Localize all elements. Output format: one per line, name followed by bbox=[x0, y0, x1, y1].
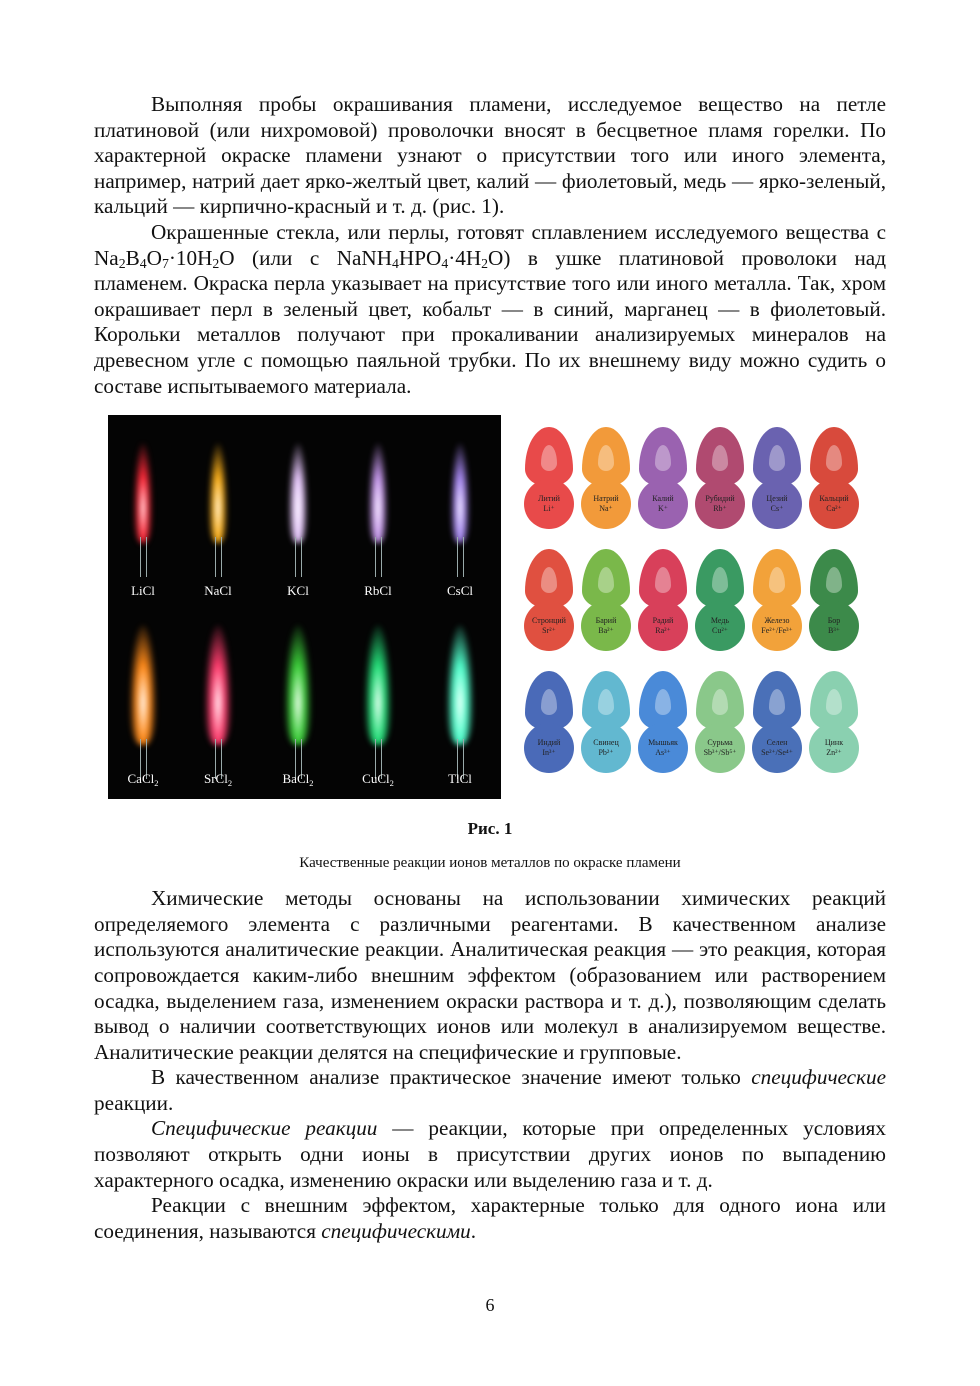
element-name: Мышьяк bbox=[648, 738, 678, 748]
figure-caption-title: Рис. 1 bbox=[467, 819, 513, 839]
flame-label: CsCl bbox=[446, 583, 473, 599]
element-name: Селен bbox=[766, 738, 788, 748]
element-name: Стронций bbox=[532, 616, 566, 626]
flame-icon bbox=[638, 549, 688, 661]
burner-tube bbox=[295, 537, 302, 577]
burner-tube bbox=[215, 537, 222, 577]
element-ion: In³⁺ bbox=[542, 748, 556, 758]
flame-label: CuCl$_2$ bbox=[362, 771, 394, 789]
element-circle bbox=[809, 479, 859, 529]
burner-tube bbox=[140, 537, 147, 577]
paragraph-specific-definition: Специфические реакции — реакции, которые при определенных условиях позволяют открыть одни ионы в присутствии других ионов по выпадению характерного осадка, изменению окраски или выделению газа и т. д. bbox=[94, 1116, 886, 1192]
flame-label: BaCl$_2$ bbox=[282, 771, 314, 789]
flame bbox=[205, 625, 231, 745]
element-ion: Cs⁺ bbox=[770, 504, 784, 514]
flame-icon bbox=[638, 427, 688, 539]
element-name: Медь bbox=[710, 616, 730, 626]
flame-shape-icon bbox=[753, 549, 801, 609]
flame-shape-icon bbox=[582, 549, 630, 609]
element-ion: Na⁺ bbox=[599, 504, 613, 514]
paragraph-flame-test: Выполняя пробы окрашивания пламени, исследуемое вещество на петле платиновой (или нихромовой) проволочки вносят в бесцветное пламя горелки. По характерной окраске пламени узнают о присутствии того или иного элемента, например, натрий дает ярко-желтый цвет, калий — фиолетовый, медь — ярко-зеленый, кальций — кирпично-красный и т. д. (рис. 1). bbox=[94, 92, 886, 219]
flame-shape-icon bbox=[810, 427, 858, 487]
element-name: Цезий bbox=[766, 494, 788, 504]
flame-inner-icon bbox=[598, 689, 614, 715]
flame-shape-icon bbox=[639, 549, 687, 609]
flame-icon bbox=[695, 427, 745, 539]
flame-icon bbox=[752, 427, 802, 539]
flame-shape-icon bbox=[810, 549, 858, 609]
element-ion: Fe²⁺/Fe³⁺ bbox=[761, 626, 793, 636]
flame bbox=[209, 443, 227, 543]
element-name: Свинец bbox=[593, 738, 619, 748]
element-ion: K⁺ bbox=[658, 504, 668, 514]
figure-flame-colors bbox=[94, 415, 886, 807]
paragraph-pearls: Окрашенные стекла, или перлы, готовят сплавлением исследуемого вещества с $Na_2B_4O_7\cdot 10H_2O$ (или с $NaNH_4HPO_4\cdot 4H_2O$) в ушке платиновой проволоки над пламенем. Окраска перла указывает на присутствие того или иного металла. Так, хром окрашивает перл в зеленый цвет, кобальт — в синий, марганец — в фиолетовый. Корольки металлов получают при прокаливании анализируемых минералов на древесном угле с помощью паяльной трубки. По их внешнему виду можно судить о составе испытываемого материала. bbox=[94, 219, 886, 398]
flame bbox=[289, 443, 307, 543]
flame-icon bbox=[581, 671, 631, 783]
element-ion: B³⁺ bbox=[828, 626, 840, 636]
flame-label: RbCl bbox=[364, 583, 392, 599]
flame-inner-icon bbox=[655, 567, 671, 593]
flame-label: NaCl bbox=[204, 583, 232, 599]
element-name: Бор bbox=[827, 616, 841, 626]
element-ion: As³⁺ bbox=[655, 748, 671, 758]
flame-inner-icon bbox=[826, 567, 842, 593]
element-name: Кальций bbox=[819, 494, 849, 504]
flame-icon bbox=[752, 671, 802, 783]
element-circle bbox=[524, 723, 574, 773]
element-name: Натрий bbox=[593, 494, 619, 504]
flame-inner-icon bbox=[712, 689, 728, 715]
element-circle bbox=[638, 479, 688, 529]
flame-inner-icon bbox=[712, 567, 728, 593]
flame-shape-icon bbox=[696, 427, 744, 487]
element-ion: Ca²⁺ bbox=[826, 504, 842, 514]
element-name: Калий bbox=[652, 494, 674, 504]
page-content bbox=[94, 92, 886, 1244]
flame bbox=[285, 625, 311, 745]
element-circle bbox=[581, 601, 631, 651]
flame-icon bbox=[524, 671, 574, 783]
element-name: Сурьма bbox=[707, 738, 733, 748]
flame-test-photo bbox=[108, 415, 501, 799]
flame-inner-icon bbox=[826, 445, 842, 471]
paragraph-specific-effect: Реакции с внешним эффектом, характерные только для одного иона или соединения, называются специфическими. bbox=[94, 1193, 886, 1243]
element-circle bbox=[638, 601, 688, 651]
flame-icon bbox=[524, 549, 574, 661]
flame-shape-icon bbox=[639, 671, 687, 731]
flame-shape-icon bbox=[525, 549, 573, 609]
element-circle bbox=[638, 723, 688, 773]
element-ion: Se²⁺/Se⁴⁺ bbox=[761, 748, 793, 758]
flame-shape-icon bbox=[582, 671, 630, 731]
element-circle bbox=[524, 601, 574, 651]
flame-inner-icon bbox=[712, 445, 728, 471]
flame-inner-icon bbox=[769, 445, 785, 471]
flame-label: TlCl bbox=[448, 771, 472, 787]
flame-icon bbox=[809, 671, 859, 783]
element-name: Радий bbox=[652, 616, 674, 626]
paragraph-chemical-methods: Химические методы основаны на использовании химических реакций определяемого элемента с различными реагентами. В качественном анализе используются аналитические реакции. Аналитическая реакция — это реакция, которая сопровождается каким-либо внешним эффектом (образованием или растворением осадка, выделением газа, изменением окраски раствора и т. д.), позволяющим сделать вывод о наличии соответствующих ионов или молекул в анализируемом веществе. Аналитические реакции делятся на специфические и групповые. bbox=[94, 886, 886, 1064]
flame-label: LiCl bbox=[131, 583, 155, 599]
element-name: Рубидий bbox=[705, 494, 735, 504]
element-circle bbox=[695, 601, 745, 651]
element-circle bbox=[695, 723, 745, 773]
element-circle bbox=[809, 723, 859, 773]
element-circle bbox=[695, 479, 745, 529]
flame-inner-icon bbox=[655, 445, 671, 471]
element-name: Железо bbox=[764, 616, 790, 626]
element-name: Цинк bbox=[824, 738, 844, 748]
flame-icon bbox=[581, 549, 631, 661]
flame-label: CaCl$_2$ bbox=[127, 771, 159, 789]
flame-inner-icon bbox=[541, 445, 557, 471]
flame-shape-icon bbox=[753, 671, 801, 731]
figure-caption-text: Качественные реакции ионов металлов по окраске пламени bbox=[299, 855, 681, 872]
flame-inner-icon bbox=[541, 567, 557, 593]
page-number: 6 bbox=[485, 1295, 495, 1315]
element-ion: Sb³⁺/Sb⁵⁺ bbox=[703, 748, 737, 758]
flame-inner-icon bbox=[541, 689, 557, 715]
burner-tube bbox=[457, 537, 464, 577]
flame-shape-icon bbox=[525, 671, 573, 731]
flame-inner-icon bbox=[826, 689, 842, 715]
flame-shape-icon bbox=[696, 549, 744, 609]
flame-icon bbox=[809, 549, 859, 661]
flame-icon bbox=[581, 427, 631, 539]
element-circle bbox=[524, 479, 574, 529]
element-name: Литий bbox=[538, 494, 560, 504]
flame bbox=[134, 443, 152, 543]
flame bbox=[451, 443, 469, 543]
flame-color-icon-grid bbox=[524, 427, 864, 797]
flame-label: SrCl$_2$ bbox=[203, 771, 233, 789]
flame-icon bbox=[809, 427, 859, 539]
flame-inner-icon bbox=[769, 567, 785, 593]
flame-icon bbox=[524, 427, 574, 539]
element-ion: Cu²⁺ bbox=[712, 626, 728, 636]
element-name: Барий bbox=[595, 616, 617, 626]
element-circle bbox=[809, 601, 859, 651]
element-ion: Rb⁺ bbox=[713, 504, 727, 514]
burner-tube bbox=[375, 537, 382, 577]
flame-shape-icon bbox=[639, 427, 687, 487]
flame-inner-icon bbox=[655, 689, 671, 715]
element-circle bbox=[752, 601, 802, 651]
element-circle bbox=[581, 479, 631, 529]
flame-icon bbox=[695, 671, 745, 783]
flame-shape-icon bbox=[582, 427, 630, 487]
flame bbox=[365, 625, 391, 745]
flame-icon bbox=[752, 549, 802, 661]
flame bbox=[130, 625, 156, 745]
flame-inner-icon bbox=[598, 445, 614, 471]
flame-inner-icon bbox=[598, 567, 614, 593]
element-circle bbox=[581, 723, 631, 773]
element-ion: Ra²⁺ bbox=[655, 626, 671, 636]
flame-label: KCl bbox=[287, 583, 309, 599]
flame-icon bbox=[638, 671, 688, 783]
element-ion: Pb²⁺ bbox=[598, 748, 614, 758]
element-name: Индий bbox=[537, 738, 561, 748]
paragraph-specific-value: В качественном анализе практическое значение имеют только специфические реакции. bbox=[94, 1065, 886, 1115]
flame bbox=[369, 443, 387, 543]
flame bbox=[447, 625, 473, 745]
element-ion: Li⁺ bbox=[543, 504, 555, 514]
flame-shape-icon bbox=[696, 671, 744, 731]
flame-shape-icon bbox=[810, 671, 858, 731]
flame-inner-icon bbox=[769, 689, 785, 715]
flame-shape-icon bbox=[525, 427, 573, 487]
flame-shape-icon bbox=[753, 427, 801, 487]
element-ion: Ba²⁺ bbox=[598, 626, 614, 636]
element-circle bbox=[752, 479, 802, 529]
element-ion: Zn²⁺ bbox=[826, 748, 842, 758]
flame-icon bbox=[695, 549, 745, 661]
element-ion: Sr²⁺ bbox=[542, 626, 556, 636]
element-circle bbox=[752, 723, 802, 773]
